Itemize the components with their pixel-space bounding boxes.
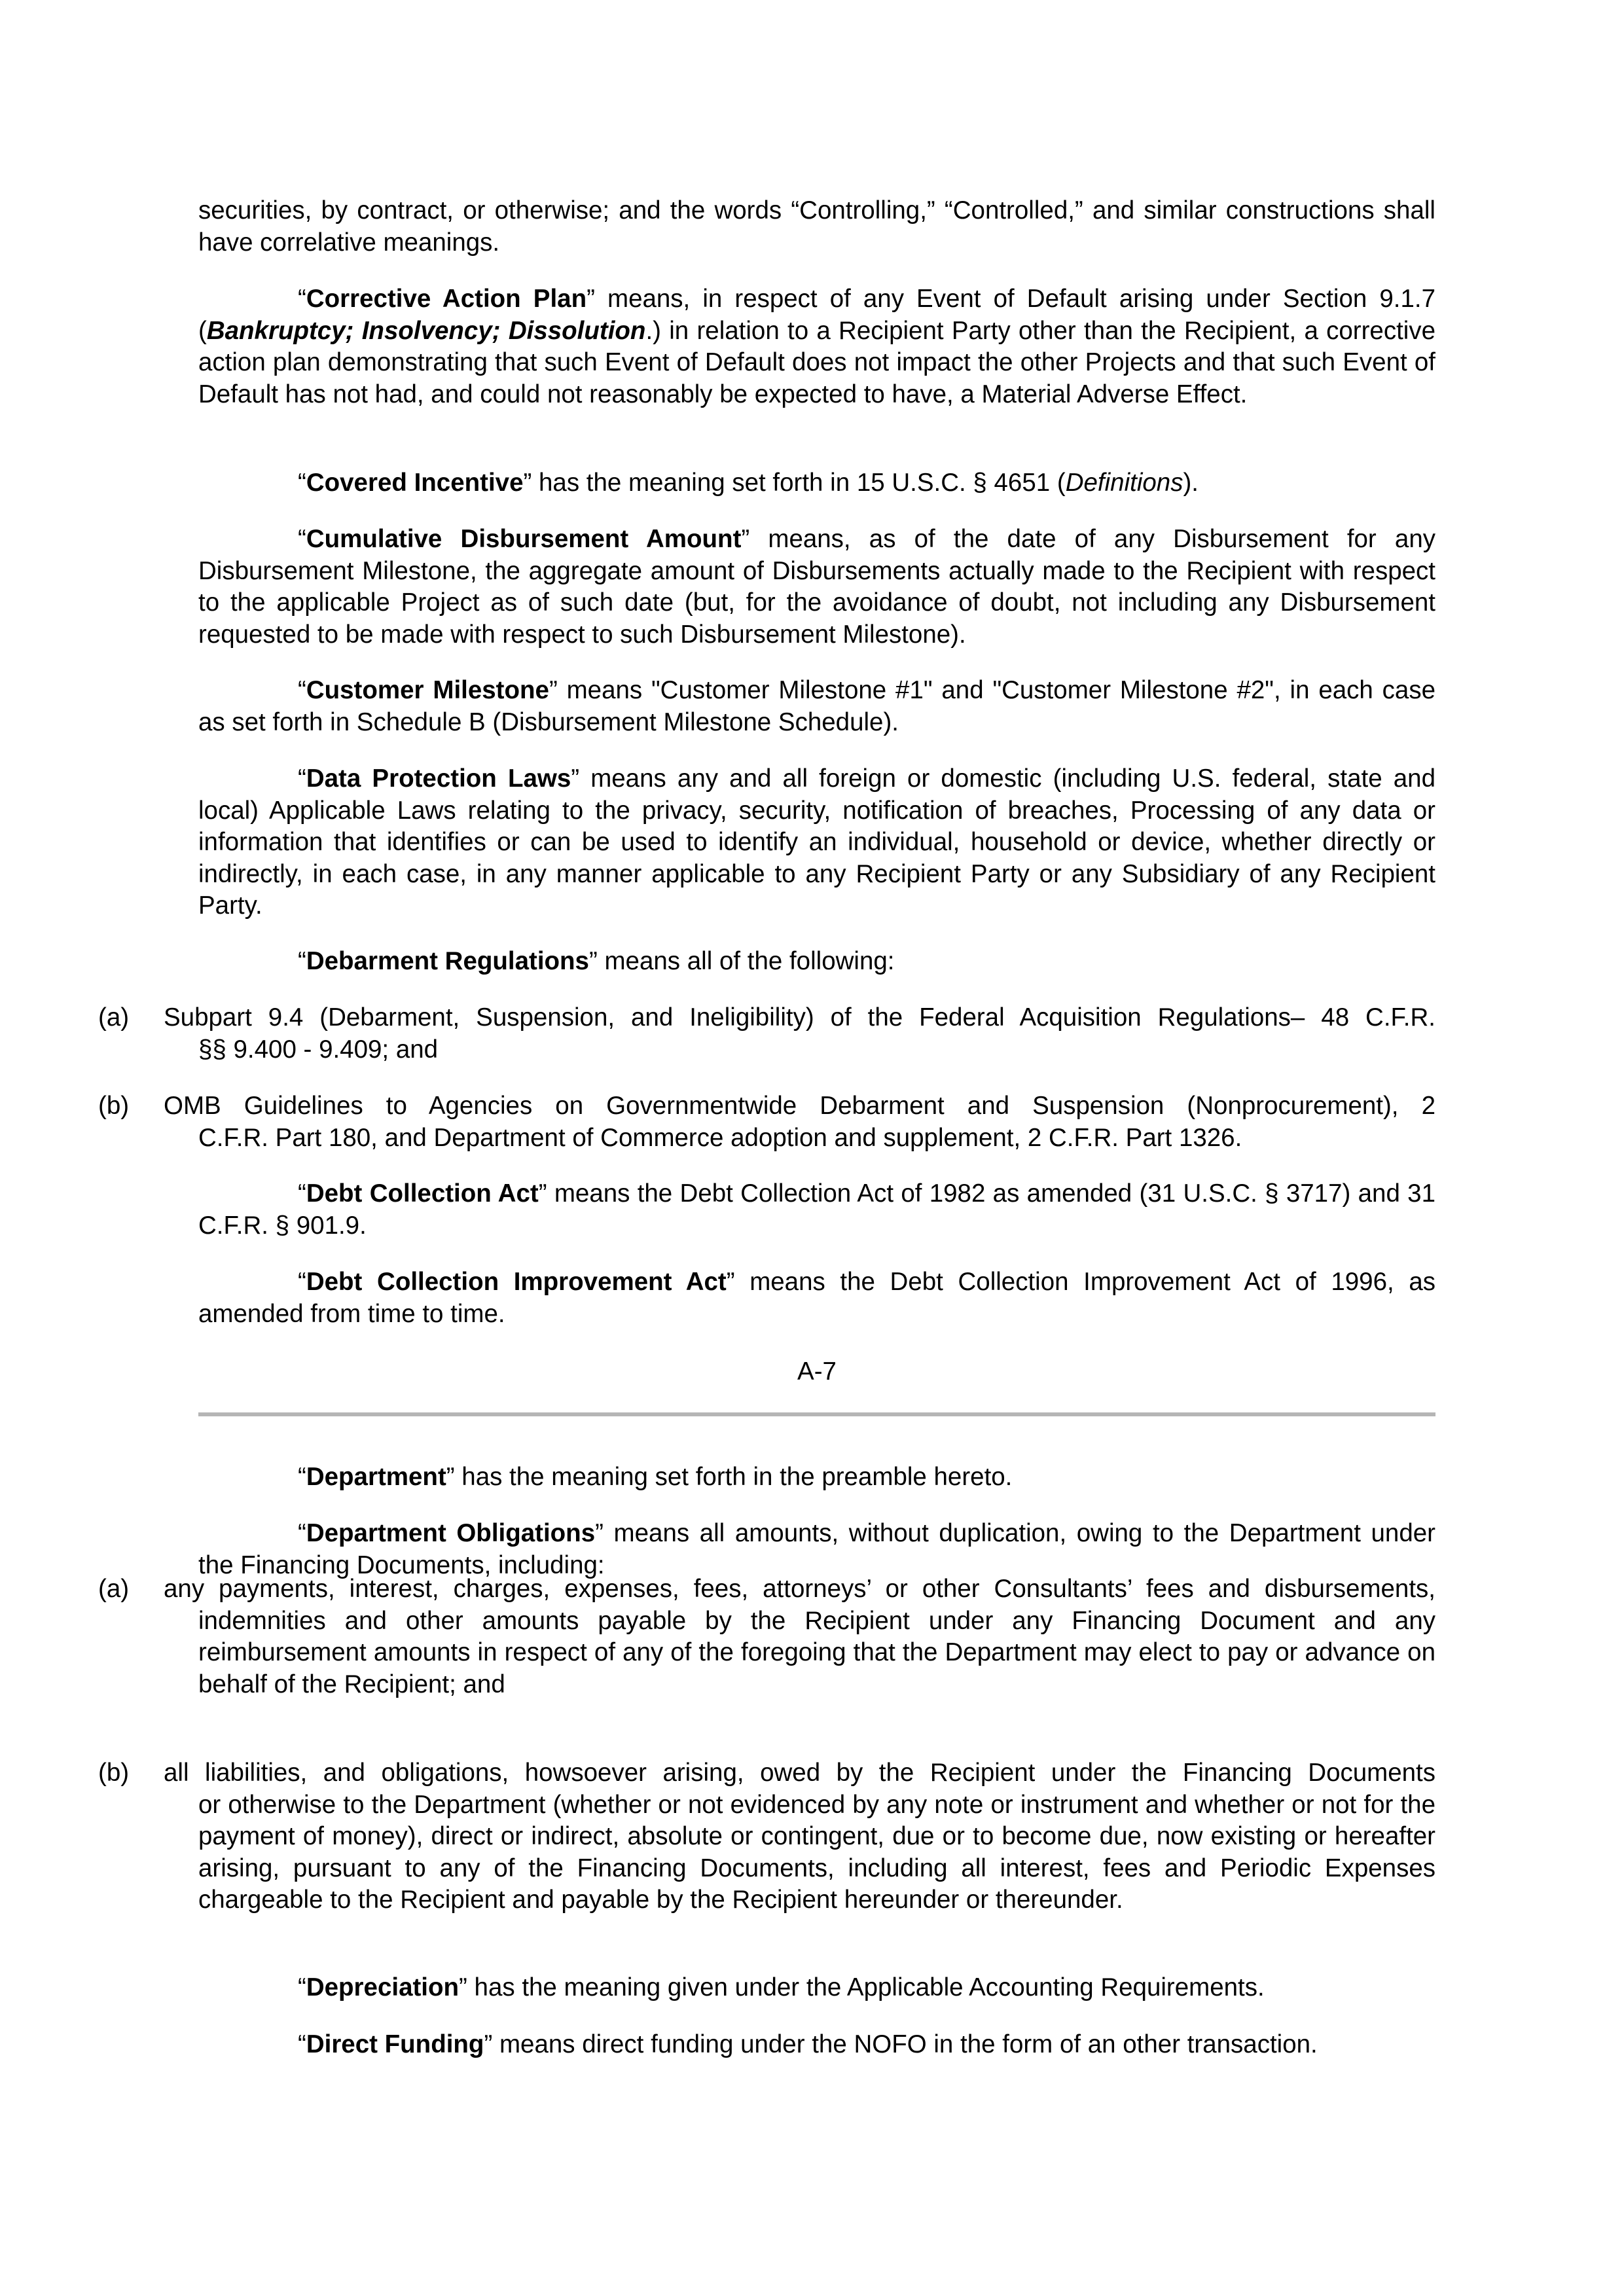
definition-covered-incentive: “Covered Incentive” has the meaning set forth in 15 U.S.C. § 4651 (Definitions).: [298, 469, 1199, 497]
defined-term: Debt Collection Act: [306, 1179, 539, 1208]
definition-data-protection-laws: “Data Protection Laws” means any and all foreign or domestic (including U.S. federal, state and local) Applicable Laws relating to the privacy, security, notification of breaches, Processing of any data or information that identifies or can be used to identify an individual, household or device, whether directly or indirectly, in each case, in any manner applicable to any Recipient Party or any Subsidiary of any Recipient Party.: [198, 764, 1435, 920]
defined-term: Cumulative Disbursement Amount: [306, 525, 742, 553]
list-item: (a) Subpart 9.4 (Debarment, Suspension, and Ineligibility) of the Federal Acquisition Regulations– 48 C.F.R. §§ 9.400 - 9.409; and: [98, 1003, 1435, 1064]
list-item: (a) any payments, interest, charges, expenses, fees, attorneys’ or other Consultants’ fees and disbursements, indemnities and other amounts payable by the Recipient under any Financing Document and any reimbursement amounts in respect of any of the foregoing that the Department may elect to pay or advance on behalf of the Recipient; and: [98, 1575, 1435, 1698]
defined-term: Corrective Action Plan: [306, 285, 587, 313]
definition-department-obligations: “Department Obligations” means all amounts, without duplication, owing to the Department under the Financing Documents, including:: [198, 1519, 1435, 1579]
page-divider: [198, 1412, 1435, 1416]
definition-debt-collection-improvement-act: “Debt Collection Improvement Act” means the Debt Collection Improvement Act of 1996, as amended from time to time.: [198, 1268, 1435, 1328]
defined-term: Debarment Regulations: [306, 947, 589, 975]
definition-customer-milestone: “Customer Milestone” means "Customer Milestone #1" and "Customer Milestone #2", in each case as set forth in Schedule B (Disbursement Milestone Schedule).: [198, 676, 1436, 736]
defined-term: Department Obligations: [306, 1519, 596, 1547]
definition-department: “Department” has the meaning set forth in the preamble hereto.: [298, 1463, 1013, 1491]
defined-term: Debt Collection Improvement Act: [306, 1268, 727, 1296]
definition-depreciation: “Depreciation” has the meaning given under the Applicable Accounting Requirements.: [298, 1973, 1265, 2001]
list-item-label: (a): [98, 1575, 130, 1603]
paragraph-control-continuation: securities, by contract, or otherwise; and the words “Controlling,” “Controlled,” and similar constructions shall have correlative meanings.: [198, 196, 1435, 257]
definition-direct-funding: “Direct Funding” means direct funding under the NOFO in the form of an other transaction.: [298, 2030, 1318, 2058]
defined-term: Covered Incentive: [306, 469, 524, 497]
defined-term: Direct Funding: [306, 2030, 484, 2058]
definition-debarment-regulations: “Debarment Regulations” means all of the following:: [298, 947, 895, 975]
defined-term: Depreciation: [306, 1973, 460, 2001]
definition-corrective-action-plan: “Corrective Action Plan” means, in respect of any Event of Default arising under Section 9.1.7 (Bankruptcy; Insolvency; Dissolution.) in relation to a Recipient Party other than the Recipient, a corrective action plan demonstrating that such Event of Default does not impact the other Projects and that such Event of Default has not had, and could not reasonably be expected to have, a Material Adverse Effect.: [198, 285, 1435, 408]
defined-term: Data Protection Laws: [306, 764, 571, 793]
defined-term: Department: [306, 1463, 446, 1491]
list-item-label: (b): [98, 1092, 130, 1120]
definition-debt-collection-act: “Debt Collection Act” means the Debt Collection Act of 1982 as amended (31 U.S.C. § 3717) and 31 C.F.R. § 901.9.: [198, 1179, 1435, 1240]
list-item-label: (b): [98, 1759, 130, 1787]
list-item: (b) all liabilities, and obligations, howsoever arising, owed by the Recipient under the Financing Documents or otherwise to the Department (whether or not evidenced by any note or instrument and whether or not for the payment of money), direct or indirect, absolute or contingent, due or to become due, now existing or hereafter arising, pursuant to any of the Financing Documents, including all interest, fees and Periodic Expenses chargeable to the Recipient and payable by the Recipient hereunder or thereunder.: [98, 1759, 1435, 1914]
list-item-label: (a): [98, 1003, 130, 1031]
page-number: A-7: [797, 1357, 837, 1386]
defined-term: Customer Milestone: [306, 676, 549, 704]
definition-cumulative-disbursement-amount: “Cumulative Disbursement Amount” means, as of the date of any Disbursement for any Disbursement Milestone, the aggregate amount of Disbursements actually made to the Recipient with respect to the applicable Project as of such date (but, for the avoidance of doubt, not including any Disbursement requested to be made with respect to such Disbursement Milestone).: [198, 525, 1435, 649]
list-item: (b) OMB Guidelines to Agencies on Governmentwide Debarment and Suspension (Nonprocurement), 2 C.F.R. Part 180, and Department of Commerce adoption and supplement, 2 C.F.R. Part 1326.: [98, 1092, 1435, 1152]
